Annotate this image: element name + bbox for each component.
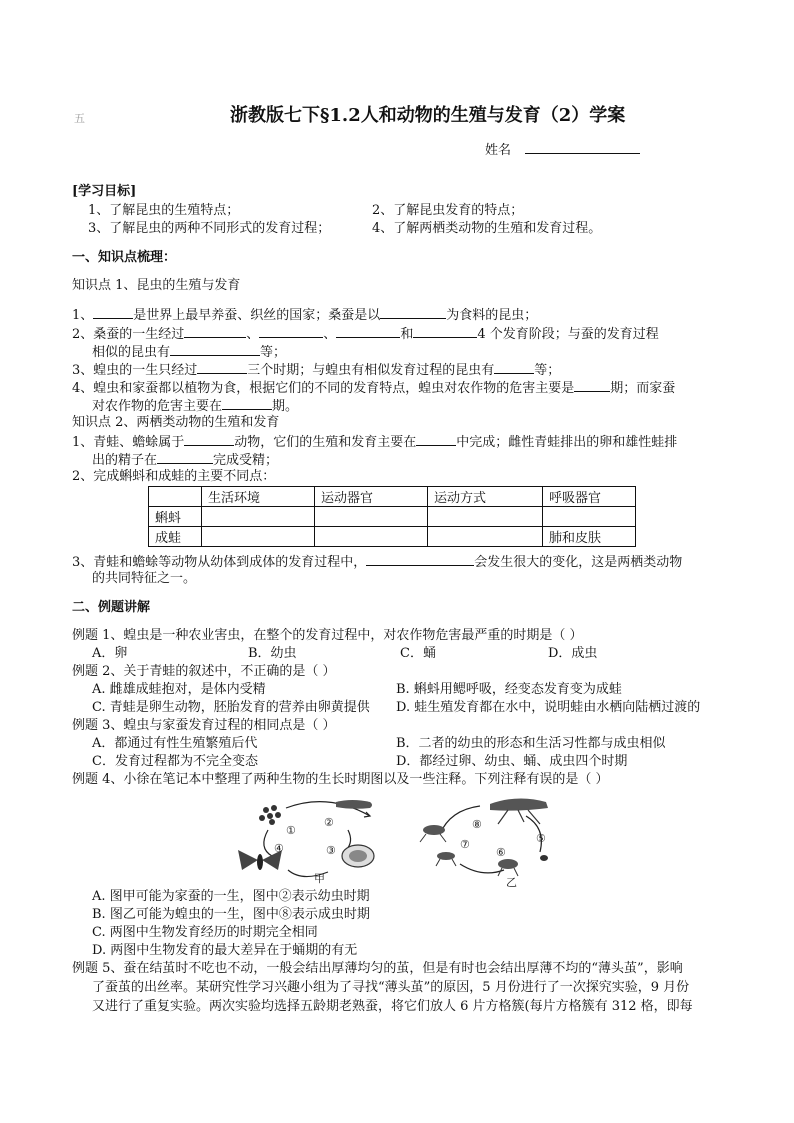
goal-item: 1、了解昆虫的生殖特点； [88,203,240,218]
option[interactable]: B．幼虫 [248,646,297,661]
goals-heading: [学习目标] [72,184,137,199]
stage-number: ⑦ [460,838,470,851]
question-line: 2、桑蚕的一生经过 、 、 和 4 个发育阶段；与蚕的发育过程 [72,324,659,344]
option[interactable]: D．都经过卵、幼虫、蛹、成虫四个时期 [396,754,628,769]
option[interactable]: B. 蝌蚪用鳃呼吸，经变态发育变为成蛙 [396,682,622,697]
answer-blank[interactable] [574,378,610,392]
example-question: 例题 1、蝗虫是一种农业害虫，在整个的发育过程中，对农作物危害最严重的时期是（ ） [72,628,583,643]
option[interactable]: C. 两图中生物发育经历的时期完全相同 [92,925,318,940]
option[interactable]: D. 两图中生物发育的最大差异在于蛹期的有无 [92,943,358,958]
option[interactable]: B. 图乙可能为蝗虫的一生，图中⑧表示成虫时期 [92,907,370,922]
table-cell[interactable] [428,507,543,527]
table-row-label: 成蛙 [149,527,202,547]
stage-number: ⑧ [472,818,482,831]
stage-number: ③ [326,844,336,857]
life-cycle-figure [228,790,568,890]
figure-label-right: 乙 [506,876,517,889]
question-line: 1、青蛙、蟾蜍属于 动物，它们的生殖和发育主要在 中完成；雌性青蛙排出的卵和雄性蛙排 [72,432,677,452]
answer-blank[interactable] [222,396,272,410]
table-header-cell: 生活环境 [202,487,315,507]
answer-blank[interactable] [336,324,400,338]
option[interactable]: C．发育过程都为不完全变态 [92,754,258,769]
option[interactable]: B．二者的幼虫的形态和生活习性都与成虫相似 [396,736,666,751]
table-header-cell: 运动方式 [428,487,543,507]
goal-item: 2、了解昆虫发育的特点； [372,203,524,218]
example-question: 了蚕茧的出丝率。某研究性学习兴趣小组为了寻找“薄头茧”的原因，5 月份进行了一次探究实验，9 月份 [92,980,690,995]
answer-blank[interactable] [413,324,477,338]
table-row-label: 蝌蚪 [149,507,202,527]
answer-blank[interactable] [259,324,323,338]
table-row [149,507,636,527]
question-line: 3、青蛙和蟾蜍等动物从幼体到成体的发育过程中， 会发生很大的变化，这是两栖类动物 [72,552,682,572]
knowledge-point-title: 知识点 1、昆虫的生殖与发育 [72,278,241,293]
option[interactable]: C．蛹 [400,646,436,661]
stage-number: ④ [274,842,284,855]
table-header-cell: 呼吸器官 [543,487,636,507]
stage-number: ⑤ [536,832,546,845]
name-blank[interactable] [525,140,640,154]
question-line: 2、完成蝌蚪和成蛙的主要不同点： [72,469,276,484]
table-cell: 肺和皮肤 [543,527,636,547]
example-question: 例题 2、关于青蛙的叙述中，不正确的是（ ） [72,664,336,679]
larva-icon [336,800,372,809]
option[interactable]: D. 蛙生殖发育都在水中，说明蛙由水栖向陆栖过渡的 [396,700,701,715]
table-header-cell: 运动器官 [315,487,428,507]
question-line: 对农作物的危害主要在 期。 [92,396,298,416]
answer-blank[interactable] [157,450,213,464]
silkworm-cycle [238,800,374,885]
cocoon-icon [342,845,374,867]
goal-item: 4、了解两栖类动物的生殖和发育过程。 [372,221,602,236]
option[interactable]: A．都通过有性生殖繁殖后代 [92,736,258,751]
egg-icon [540,855,548,861]
answer-blank[interactable] [366,552,474,566]
question-line: 的共同特征之一。 [92,571,197,586]
stage-number: ⑥ [496,846,506,859]
name-label: 姓名 [485,143,512,158]
question-line: 相似的昆虫有 等； [92,342,286,362]
table-row [149,527,636,547]
example-question: 例题 5、蚕在结茧时不吃也不动，一般会结出厚薄均匀的茧，但是有时也会结出厚薄不均的“薄头茧”，影响 [72,961,683,976]
table-cell[interactable] [543,507,636,527]
section-heading: 一、知识点梳理： [72,250,177,265]
answer-blank[interactable] [416,432,456,446]
option[interactable]: D．成虫 [548,646,598,661]
section-heading: 二、例题讲解 [72,600,151,615]
egg-icon [259,805,281,825]
example-question: 例题 3、蝗虫与家蚕发育过程的相同点是（ ） [72,718,336,733]
option[interactable]: C. 青蛙是卵生动物，胚胎发育的营养由卵黄提供 [92,700,370,715]
example-question: 又进行了重复实验。两次实验均选择五龄期老熟蚕，将它们放人 6 片方格簇(每片方格簇有 312 格，即每 [92,999,693,1014]
option[interactable]: A．卵 [92,646,128,661]
answer-blank[interactable] [93,305,133,319]
table-cell [149,487,202,507]
page-title: 浙教版七下§1.2人和动物的生殖与发育（2）学案 [230,105,626,126]
option[interactable]: A. 雌雄成蛙抱对，是体内受精 [92,682,266,697]
table-cell[interactable] [202,507,315,527]
answer-blank[interactable] [380,305,446,319]
question-line: 出的精子在 完成受精； [92,450,278,470]
option[interactable]: A. 图甲可能为家蚕的一生，图中②表示幼虫时期 [92,889,370,904]
table-cell[interactable] [428,527,543,547]
knowledge-point-title: 知识点 2、两栖类动物的生殖和发育 [72,415,280,430]
figure-label-left: 甲 [314,872,325,885]
answer-blank[interactable] [184,432,234,446]
question-line: 1、 是世界上最早养蚕、织丝的国家；桑蚕是以 为食料的昆虫； [72,305,537,325]
answer-blank[interactable] [184,324,246,338]
locust-icon [490,798,548,824]
table-cell[interactable] [315,527,428,547]
comparison-table [148,486,636,547]
stage-number: ② [324,816,334,829]
stage-number: ① [286,824,296,837]
table-cell[interactable] [315,507,428,527]
example-question: 例题 4、小徐在笔记本中整理了两种生物的生长时期图以及一些注释。下列注释有误的是（ ） [72,772,609,787]
locust-cycle [420,798,548,889]
table-header-row [149,487,636,507]
table-cell[interactable] [202,527,315,547]
answer-blank[interactable] [494,360,534,374]
question-line: 4、蝗虫和家蚕都以植物为食，根据它们的不同的发育特点，蝗虫对农作物的危害主要是 期；而家蚕 [72,378,675,398]
corner-mark: 五 [74,112,85,125]
goal-item: 3、了解昆虫的两种不同形式的发育过程； [88,221,331,236]
name-row [485,140,640,160]
answer-blank[interactable] [170,342,260,356]
question-line: 3、蝗虫的一生只经过 三个时期；与蝗虫有相似发育过程的昆虫有 等； [72,360,560,380]
answer-blank[interactable] [197,360,247,374]
